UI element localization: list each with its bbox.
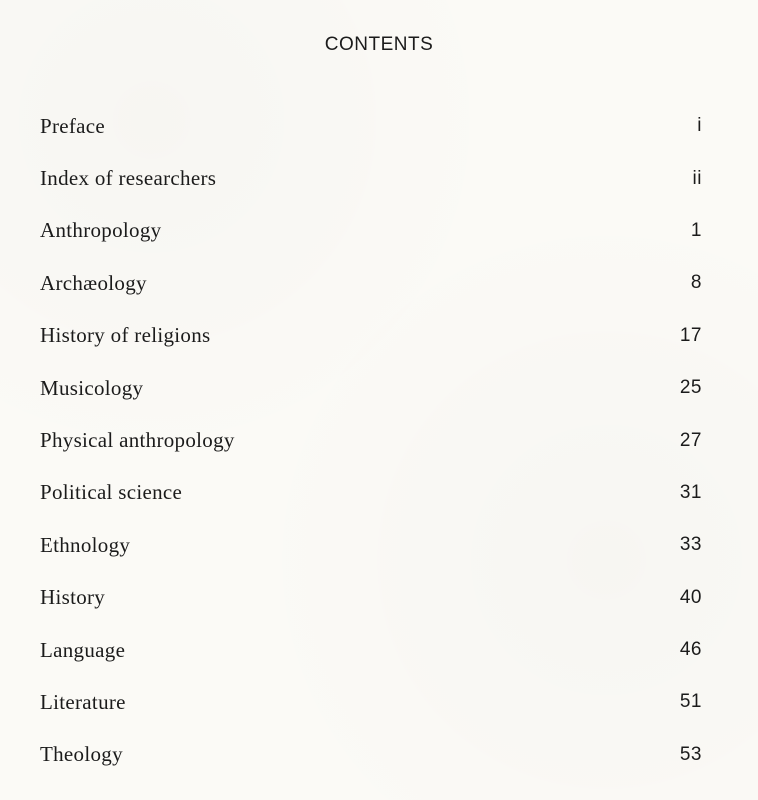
- toc-entry: [40, 624, 702, 676]
- toc-entry: [40, 467, 702, 519]
- toc-entry: [40, 152, 702, 204]
- toc-entry-page: 1: [690, 219, 702, 241]
- toc-entry-label: Preface: [40, 113, 106, 138]
- toc-entry: [40, 257, 702, 309]
- toc-entry: [40, 362, 702, 414]
- toc-entry-page: 46: [679, 639, 702, 661]
- toc-entry-label: Index of researchers: [40, 166, 217, 191]
- toc-entry: [40, 100, 702, 152]
- toc-entry-label: Language: [40, 637, 126, 662]
- toc-entry-page: 27: [679, 429, 702, 451]
- toc-entry-page: ii: [692, 167, 702, 189]
- toc-entry: [40, 310, 702, 362]
- toc-entry-page: 53: [679, 743, 702, 765]
- toc-entry-label: Musicology: [40, 375, 144, 400]
- toc-entry-page: i: [697, 115, 702, 137]
- toc-entry-page: 33: [679, 534, 702, 556]
- toc-entry: [40, 205, 702, 257]
- table-of-contents: [40, 100, 702, 781]
- toc-entry: [40, 676, 702, 728]
- toc-entry-page: 40: [679, 586, 702, 608]
- toc-entry-label: Anthropology: [40, 218, 162, 243]
- toc-entry-page: 31: [679, 481, 702, 503]
- toc-entry-label: Archæology: [40, 270, 147, 295]
- toc-entry-page: 51: [679, 691, 702, 713]
- toc-entry-label: History: [40, 585, 106, 610]
- toc-entry: [40, 414, 702, 466]
- toc-entry-label: Political science: [40, 480, 183, 505]
- toc-entry-label: Theology: [40, 742, 123, 767]
- toc-entry: [40, 729, 702, 781]
- toc-entry-page: 25: [679, 377, 702, 399]
- toc-entry-label: Physical anthropology: [40, 428, 235, 453]
- toc-entry-page: 8: [690, 272, 702, 294]
- page-title: CONTENTS: [324, 34, 434, 55]
- toc-entry-page: 17: [679, 324, 702, 346]
- toc-entry-label: History of religions: [40, 323, 211, 348]
- toc-entry-label: Literature: [40, 689, 126, 714]
- toc-entry-label: Ethnology: [40, 532, 131, 557]
- toc-entry: [40, 519, 702, 571]
- toc-entry: [40, 572, 702, 624]
